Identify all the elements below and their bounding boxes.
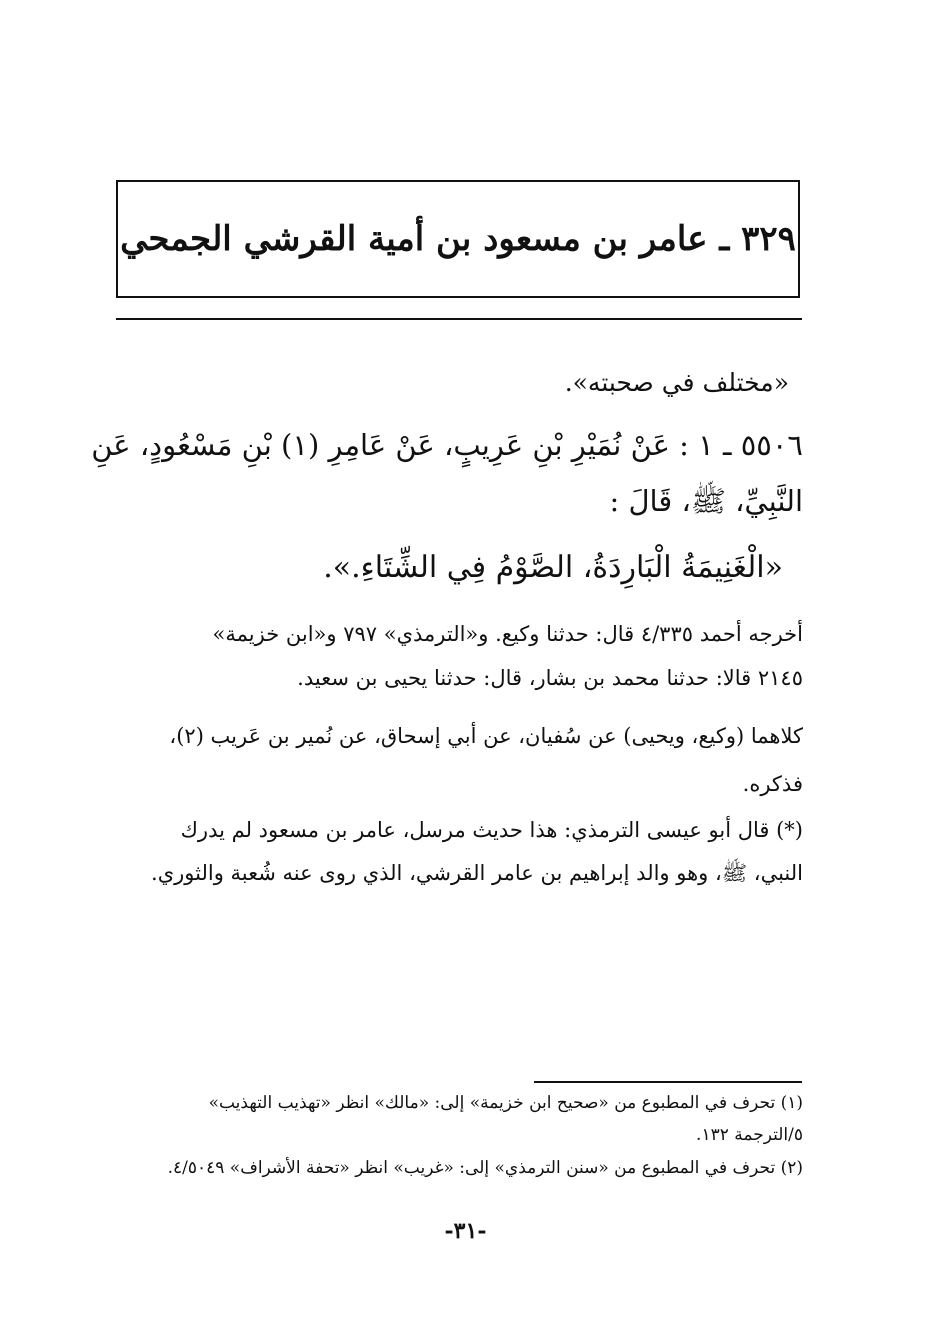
header-divider <box>116 318 802 320</box>
hadith-isnad-line-2: النَّبِيِّ، ﷺ، قَالَ : <box>609 484 803 518</box>
hadith-matn: «الْغَنِيمَةُ الْبَارِدَةُ، الصَّوْمُ فِي الشِّتَاءِ.». <box>323 550 783 585</box>
entry-title: ٣٢٩ ـ عامر بن مسعود بن أمية القرشي الجمحي <box>120 219 796 259</box>
tirmidhi-comment-line-1: (*) قال أبو عيسى الترمذي: هذا حديث مرسل، عامر بن مسعود لم يدرك <box>180 818 803 842</box>
tirmidhi-comment-line-2: النبي، ﷺ، وهو والد إبراهيم بن عامر القرشي، الذي روى عنه شُعبة والثوري. <box>151 861 803 885</box>
footnote-1-line-1: (١) تحرف في المطبوع من «صحيح ابن خزيمة» إلى: «مالك» انظر «تهذيب التهذيب» <box>208 1093 803 1113</box>
entry-title-box <box>116 180 800 298</box>
footnote-divider <box>534 1081 802 1083</box>
footnote-2: (٢) تحرف في المطبوع من «سنن الترمذي» إلى: «غريب» انظر «تحفة الأشراف» ٤/٥٠٤٩. <box>167 1158 803 1178</box>
footnote-1-line-2: ٥/الترجمة ١٣٢. <box>696 1125 803 1145</box>
page-number: -٣١- <box>444 1218 487 1244</box>
isnad-line-2: فذكره. <box>742 772 803 796</box>
companionship-note: «مختلف في صحبته». <box>564 368 789 397</box>
takhrij-line-2: ٢١٤٥ قالا: حدثنا محمد بن بشار، قال: حدثنا يحيى بن سعيد. <box>297 666 803 690</box>
isnad-line-1: كلاهما (وكيع، ويحيى) عن سُفيان، عن أبي إسحاق، عن نُمير بن عَريب (٢)، <box>169 724 803 748</box>
hadith-isnad-line-1: ٥٥٠٦ ـ ١ : عَنْ نُمَيْرِ بْنِ عَرِيبٍ، عَنْ عَامِرِ (١) بْنِ مَسْعُودٍ، عَنِ <box>91 428 803 462</box>
takhrij-line-1: أخرجه أحمد ٤/٣٣٥ قال: حدثنا وكيع. و«الترمذي» ٧٩٧ و«ابن خزيمة» <box>212 622 803 646</box>
